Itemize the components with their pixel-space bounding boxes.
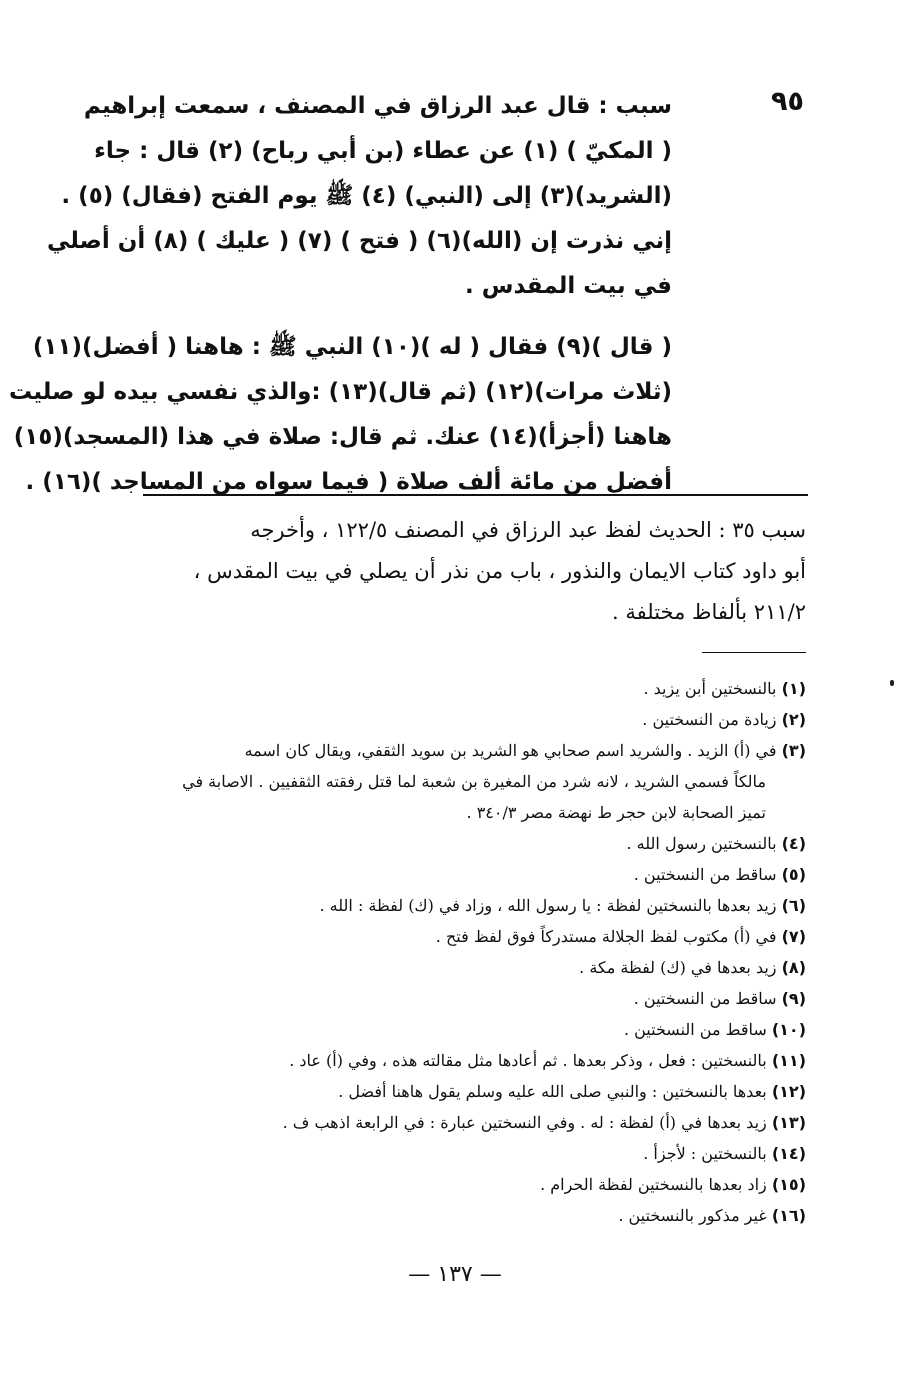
footnote-continuation	[140, 766, 806, 797]
footnote-number: (١٣)	[771, 1113, 806, 1132]
footnote-text: بالنسختين : فعل ، وذكر بعدها . ثم أعادها مثل مقالته هذه ، وفي (أ) عاد .	[289, 1051, 767, 1070]
footnote-continuation	[140, 797, 806, 828]
footnote-item	[140, 828, 806, 859]
footnote-item	[140, 921, 806, 952]
footnote-number: (٦)	[781, 896, 806, 915]
footnote-text: تميز الصحابة لابن حجر ط نهضة مصر ٣٤٠/٣ .	[466, 803, 766, 822]
footnote-item	[140, 1076, 806, 1107]
footnote-text: زيادة من النسختين .	[642, 710, 777, 729]
page-number: — ١٣٧ —	[408, 1262, 502, 1287]
footnote-item	[140, 1138, 806, 1169]
footnote-number: (١٦)	[771, 1206, 806, 1225]
main-text-line: إني نذرت إن (الله)(٦) ( فتح ) (٧) ( عليك ) (٨) أن أصلي	[46, 228, 672, 254]
footnote-item	[140, 735, 806, 766]
main-text-line: (ثلاث مرات)(١٢) (ثم قال)(١٣) :والذي نفسي بيده لو صليت	[9, 379, 672, 405]
commentary	[140, 510, 806, 633]
main-text-line: ( قال )(٩) فقال ( له )(١٠) النبي ﷺ : هاهنا ( أفضل)(١١)	[32, 334, 672, 360]
footnote-text: زيد بعدها في (ك) لفظة مكة .	[579, 958, 777, 977]
footnote-text: في (أ) مكتوب لفظ الجلالة مستدركاً فوق لفظ فتح .	[435, 927, 777, 946]
footnote-text: غير مذكور بالنسختين .	[618, 1206, 767, 1225]
main-text-line: ( المكيّ ) (١) عن عطاء (بن أبي رباح) (٢) قال : جاء	[94, 138, 672, 164]
footnote-number: (١١)	[771, 1051, 806, 1070]
footnote-number: (١٢)	[771, 1082, 806, 1101]
footnote-item	[140, 1107, 806, 1138]
footnote-item	[140, 1169, 806, 1200]
footnote-item	[140, 1014, 806, 1045]
footnote-text: بالنسختين أبن يزيد .	[643, 679, 777, 698]
hadith-main-text	[9, 84, 672, 505]
main-text-line: أفضل من مائة ألف صلاة ( فيما سواه من المساجد )(١٦) .	[25, 469, 672, 495]
footnote-item	[140, 983, 806, 1014]
hadith-number: ٩٥	[771, 86, 804, 117]
footnote-number: (٥)	[781, 865, 806, 884]
footnote-text: ساقط من النسختين .	[633, 865, 777, 884]
commentary-line: أبو داود كتاب الايمان والنذور ، باب من نذر أن يصلي في بيت المقدس ،	[193, 559, 806, 583]
footnotes	[140, 673, 806, 1231]
footnote-text: ساقط من النسختين .	[623, 1020, 767, 1039]
footnote-number: (٢)	[781, 710, 806, 729]
footnote-text: مالكاً فسمي الشريد ، لانه شرد من المغيرة بن شعبة لما قتل رفقته الثقفيين . الاصابة في	[182, 772, 766, 791]
footnote-number: (١)	[781, 679, 806, 698]
footnote-number: (٩)	[781, 989, 806, 1008]
footnote-item	[140, 1045, 806, 1076]
main-text-line: هاهنا (أجزأ)(١٤) عنك. ثم قال: صلاة في هذا (المسجد)(١٥)	[13, 424, 672, 450]
paragraph-gap	[140, 309, 672, 325]
footnote-number: (٧)	[781, 927, 806, 946]
footnote-text: زاد بعدها بالنسختين لفظة الحرام .	[540, 1175, 767, 1194]
footnote-item	[140, 859, 806, 890]
commentary-line: ٢١١/٢ بألفاظ مختلفة .	[612, 600, 806, 624]
footnote-text: بعدها بالنسختين : والنبي صلى الله عليه وسلم يقول هاهنا أفضل .	[338, 1082, 767, 1101]
main-text-line: سبب : قال عبد الرزاق في المصنف ، سمعت إبراهيم	[83, 93, 672, 119]
footnote-number: (٣)	[781, 741, 806, 760]
footnote-item	[140, 890, 806, 921]
footnote-item	[140, 1200, 806, 1231]
footnote-number: (١٠)	[771, 1020, 806, 1039]
footnote-item	[140, 952, 806, 983]
main-text-line: في بيت المقدس .	[465, 273, 672, 299]
footnote-number: (٨)	[781, 958, 806, 977]
commentary-line: سبب ٣٥ : الحديث لفظ عبد الرزاق في المصنف ١٢٢/٥ ، وأخرجه	[250, 518, 806, 542]
scan-mark	[890, 680, 894, 686]
footnote-text: ساقط من النسختين .	[633, 989, 777, 1008]
footnote-number: (٤)	[781, 834, 806, 853]
footnote-number: (١٥)	[771, 1175, 806, 1194]
footnote-item	[140, 704, 806, 735]
main-text-line: (الشريد)(٣) إلى (النبي) (٤) ﷺ يوم الفتح (فقال) (٥) .	[61, 183, 672, 209]
footnote-number: (١٤)	[771, 1144, 806, 1163]
footnote-item	[140, 673, 806, 704]
footnote-divider	[702, 652, 806, 653]
main-divider	[143, 494, 808, 496]
footnote-text: زيد بعدها في (أ) لفظة : له . وفي النسختين عبارة : في الرابعة اذهب ف .	[282, 1113, 767, 1132]
footnote-text: في (أ) الزيد . والشريد اسم صحابي هو الشريد بن سويد الثقفي، ويقال كان اسمه	[244, 741, 777, 760]
footnote-text: زيد بعدها بالنسختين لفظة : يا رسول الله ، وزاد في (ك) لفظة : الله .	[319, 896, 777, 915]
footnote-text: بالنسختين رسول الله .	[626, 834, 777, 853]
footnote-text: بالنسختين : لأجزأ .	[643, 1144, 767, 1163]
